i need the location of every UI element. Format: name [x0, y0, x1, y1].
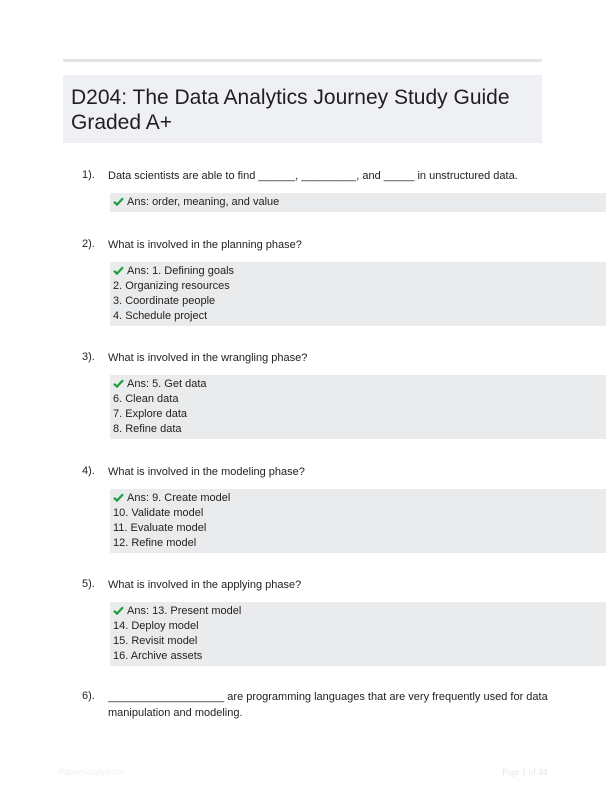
question-text: What is involved in the wrangling phase?: [108, 352, 308, 364]
question-text: What is involved in the applying phase?: [108, 579, 302, 591]
answer-line: Ans: 13. Present model: [113, 604, 603, 619]
answer-line: 4. Schedule project: [113, 310, 208, 322]
answer-line: 15. Revisit model: [113, 635, 198, 647]
answer-line: Ans: 1. Defining goals: [113, 264, 603, 279]
question-text: Data scientists are able to find ______, _________, and _____ in unstructured data.: [108, 170, 518, 182]
question-number: 1).: [82, 169, 95, 181]
answer-box: [110, 602, 606, 666]
check-icon: [113, 197, 124, 206]
answer-line: Ans: 9. Create model: [113, 491, 603, 506]
answer-line: 14. Deploy model: [113, 620, 199, 632]
top-divider: [63, 59, 542, 62]
answer-line: 10. Validate model: [113, 507, 204, 519]
question-number: 3).: [82, 351, 95, 363]
answer-box: [110, 489, 606, 553]
answer-box: [110, 262, 606, 326]
check-icon: [113, 379, 124, 388]
check-icon: [113, 266, 124, 275]
title-box: [63, 75, 542, 143]
question-number: 6).: [82, 690, 95, 702]
title-line-1: D204: The Data Analytics Journey Study Guide: [71, 86, 510, 109]
answer-box: [110, 375, 606, 439]
page-title: [71, 85, 534, 135]
question-number: 5).: [82, 578, 95, 590]
answer-line: 12. Refine model: [113, 537, 197, 549]
question-number: 2).: [82, 238, 95, 250]
answer-line: Ans: order, meaning, and value: [113, 195, 603, 210]
title-line-2: Graded A+: [71, 111, 172, 134]
answer-line: Ans: 5. Get data: [113, 377, 603, 392]
answer-box: [110, 193, 606, 212]
question-text: What is involved in the modeling phase?: [108, 466, 305, 478]
answer-line: 3. Coordinate people: [113, 295, 216, 307]
answer-line: 11. Evaluate model: [113, 522, 207, 534]
question-text: What is involved in the planning phase?: [108, 239, 302, 251]
answer-line: 7. Explore data: [113, 408, 187, 420]
check-icon: [113, 606, 124, 615]
answer-line: 16. Archive assets: [113, 650, 203, 662]
answer-line: 2. Organizing resources: [113, 280, 230, 292]
question-text: ___________________ are programming languages that are very frequently used for data manipulation and modeling.: [108, 691, 548, 719]
page-counter: Page 1 of 44: [502, 767, 548, 777]
check-icon: [113, 493, 124, 502]
answer-line: 8. Refine data: [113, 423, 182, 435]
footer-brand-watermark: PaperStudy.com: [58, 767, 124, 777]
question-number: 4).: [82, 465, 95, 477]
answer-line: 6. Clean data: [113, 393, 179, 405]
